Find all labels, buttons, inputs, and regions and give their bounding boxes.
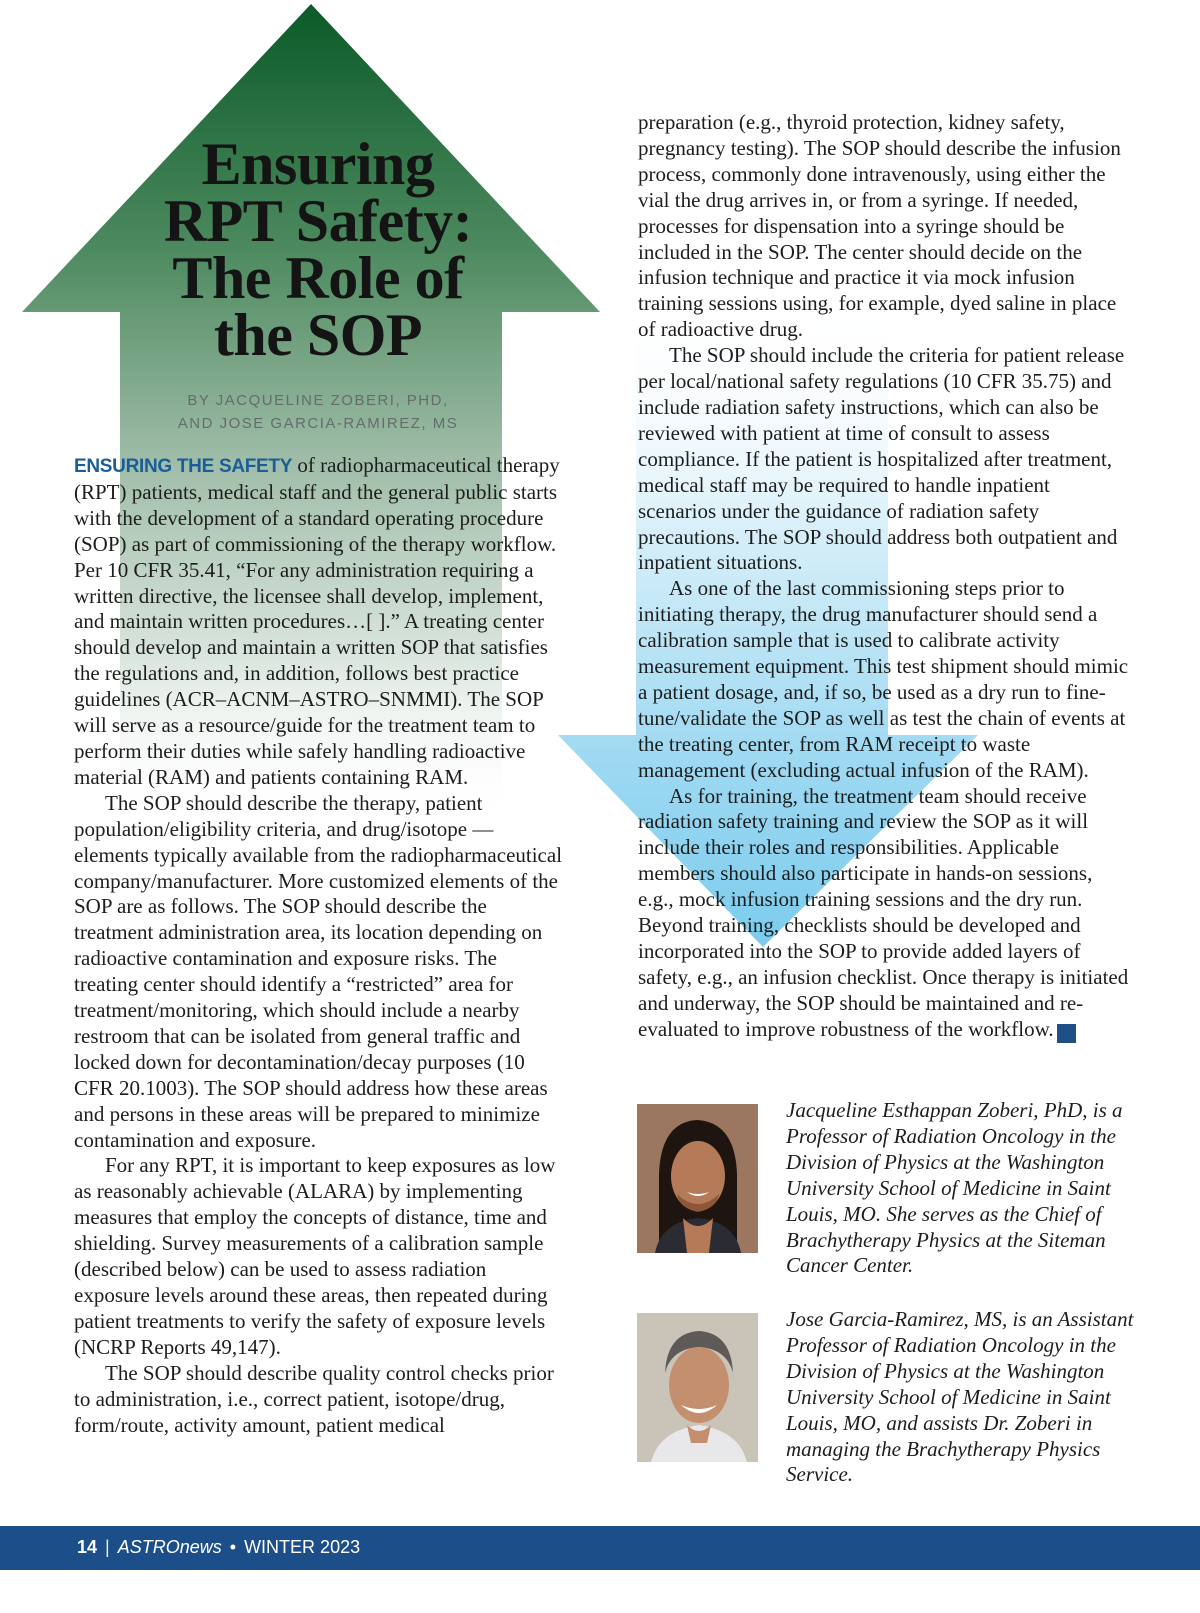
author-photo-garcia-ramirez: [637, 1313, 758, 1462]
issue-label: WINTER 2023: [244, 1537, 361, 1557]
left-column: [74, 453, 564, 1438]
title-line: RPT Safety:: [163, 188, 473, 254]
author-photo-zoberi: [637, 1104, 758, 1253]
title-line: Ensuring: [201, 131, 435, 197]
title-line: The Role of: [172, 245, 464, 311]
body-paragraph: The SOP should describe the therapy, patient population/eligibility criteria, and drug/isotope — elements typically available from the radiopharmaceutical company/manufacturer. More customized elements of the SOP are as follows. The SOP should describe the treatment administration area, its location depending on radioactive contamination and exposure risks. The treating center should identify a “restricted” area for treatment/monitoring, which should include a nearby restroom that can be isolated from general traffic and locked down for decontamination/decay purposes (10 CFR 20.1003). The SOP should address how these areas and persons in these areas will be prepared to minimize contamination and exposure.: [74, 790, 563, 1152]
footer-text: [77, 1537, 360, 1558]
body-paragraph: ENSURING THE SAFETY of radiopharmaceutical therapy (RPT) patients, medical staff and the general public starts with the development of a standard operating procedure (SOP) as part of commissioning of the therapy workflow. Per 10 CFR 35.41, “For any administration requiring a written directive, the licensee shall develop, implement, and maintain written procedures…[ ].” A treating center should develop and maintain a written SOP that satisfies the regulations and, in addition, follows best practice guidelines (ACR–ACNM–ASTRO–SNMMI). The SOP will serve as a resource/guide for the treatment team to perform their duties while safely handling radioactive material (RAM) and patients containing RAM.: [74, 453, 560, 789]
body-paragraph: preparation (e.g., thyroid protection, kidney safety, pregnancy testing). The SOP should describe the infusion process, commonly done intravenously, using either the vial the drug arrives in, or from a syringe. If needed, processes for dispensation into a syringe should be included in the SOP. The center should decide on the infusion technique and practice it via mock infusion training sessions using, for example, dyed saline in place of radioactive drug.: [638, 110, 1121, 342]
body-paragraph: The SOP should describe quality control checks prior to administration, i.e., correct patient, isotope/drug, form/route, activity amount, patient medical: [74, 1360, 554, 1437]
title-line: the SOP: [213, 302, 423, 368]
author-bio-garcia-ramirez: Jose Garcia-Ramirez, MS, is an Assistant Professor of Radiation Oncology in the Division of Physics at the Washington University School of Medicine in Saint Louis, MO, and assists Dr. Zoberi in managing the Brachytherapy Physics Service.: [786, 1307, 1134, 1487]
byline: [110, 389, 526, 435]
article-title: [110, 131, 526, 368]
body-paragraph: As one of the last commissioning steps prior to initiating therapy, the drug manufacturer should send a calibration sample that is used to calibrate activity measurement equipment. This test shipment should mimic a patient dosage, and, if so, be used as a dry run to fine-tune/validate the SOP as well as test the chain of events at the treating center, from RAM receipt to waste management (excluding actual infusion of the RAM).: [638, 576, 1129, 782]
footer-bullet: •: [229, 1537, 237, 1557]
magazine-name: ASTROnews: [117, 1537, 222, 1557]
page-footer: [0, 1526, 1200, 1570]
body-paragraph: For any RPT, it is important to keep exposures as low as reasonably achievable (ALARA) by implementing measures that employ the concepts of distance, time and shielding. Survey measurements of a calibration sample (described below) can be used to assess radiation exposure levels around these areas, then repeated during patient treatments to verify the safety of exposure levels (NCRP Reports 49,147).: [74, 1153, 556, 1359]
body-paragraph: The SOP should include the criteria for patient release per local/national safety regulations (10 CFR 35.75) and include radiation safety instructions, which can also be reviewed with patient at time of consult to assess compliance. If the patient is hospitalized after treatment, medical staff may be required to handle inpatient scenarios under the guidance of radiation safety precautions. The SOP should address both outpatient and inpatient situations.: [638, 343, 1125, 575]
body-paragraph: As for training, the treatment team should receive radiation safety training and review the SOP as it will include their roles and responsibilities. Applicable members should also participate in hands-on sessions, e.g., mock infusion training sessions and the dry run. Beyond training, checklists should be developed and incorporated into the SOP to provide added layers of safety, e.g., an infusion checklist. Once therapy is initiated and underway, the SOP should be maintained and re-evaluated to improve robustness of the workflow. A: [638, 783, 1129, 1041]
right-column: [638, 110, 1130, 1043]
lead-in-text: ENSURING THE SAFETY: [74, 456, 293, 477]
astro-end-mark-icon: A: [1057, 1024, 1076, 1043]
page-number: 14: [77, 1537, 98, 1557]
author-bio-zoberi: Jacqueline Esthappan Zoberi, PhD, is a Professor of Radiation Oncology in the Division of Physics at the Washington University School of Medicine in Saint Louis, MO. She serves as the Chief of Brachytherapy Physics at the Siteman Cancer Center.: [786, 1098, 1123, 1278]
byline-line: BY JACQUELINE ZOBERI, PHD,: [187, 392, 449, 409]
byline-line: AND JOSE GARCIA-RAMIREZ, MS: [177, 415, 459, 432]
footer-separator: |: [105, 1537, 110, 1557]
